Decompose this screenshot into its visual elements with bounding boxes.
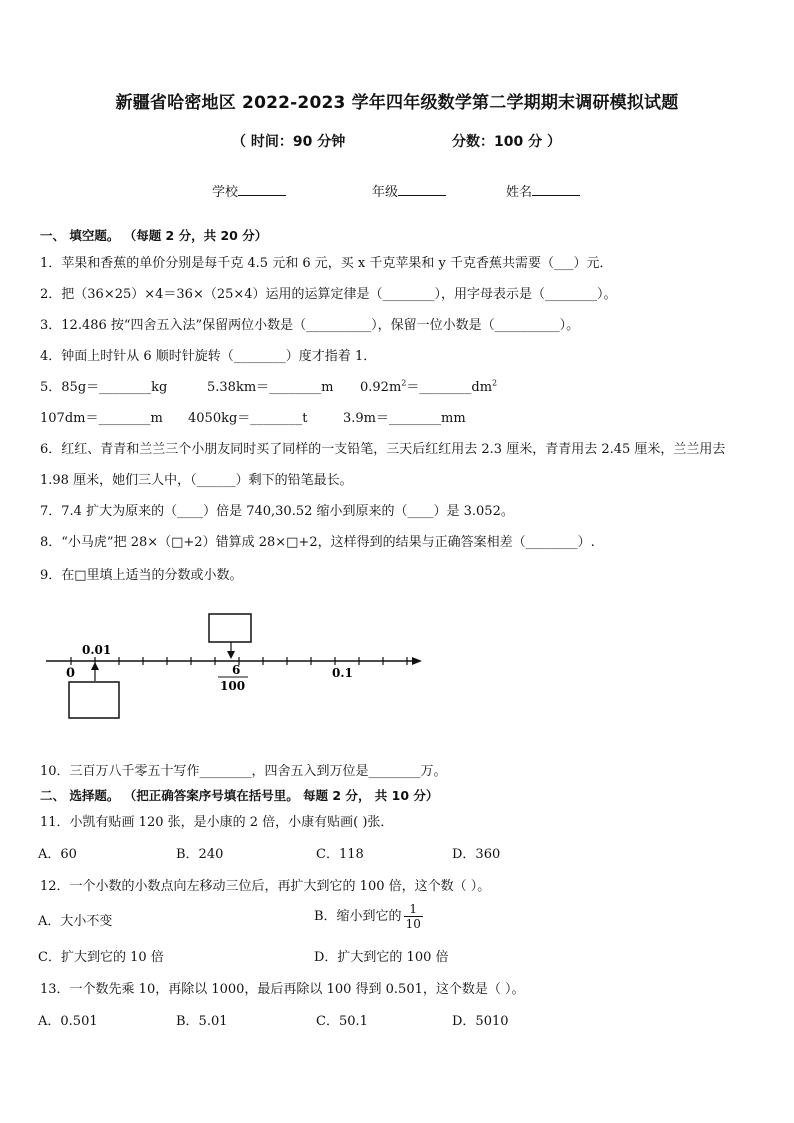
question-6-line2: 1.98 厘米，她们三人中，（______）剩下的铅笔最长。	[40, 473, 353, 488]
question-10: 10．三百万八千零五十写作________，四舍五入到万位是________万。	[40, 764, 447, 779]
label-zero: 0	[66, 666, 76, 681]
label-fraction-denominator: 100	[220, 679, 246, 693]
q11-option-c[interactable]: C．118	[316, 847, 364, 862]
answer-box-bottom[interactable]	[69, 682, 119, 718]
question-5b: 5.38km＝________m	[207, 380, 334, 395]
question-5f: 3.9m＝________mm	[343, 411, 466, 426]
question-8: 8．“小马虎”把 28×（□+2）错算成 28×□+2，这样得到的结果与正确答案相差（________）.	[40, 535, 595, 550]
question-4: 4．钟面上时针从 6 顺时针旋转（________）度才指着 1．	[40, 349, 377, 364]
question-6-line1: 6．红红、青青和兰兰三个小朋友同时买了同样的一支铅笔，三天后红红用去 2.3 厘米，青青用去 2.45 厘米，兰兰用去	[40, 442, 726, 457]
time-label: （ 时间：90 分钟	[232, 134, 346, 150]
question-13: 13．一个数先乘 10，再除以 1000，最后再除以 100 得到 0.501，这个数是（ ）。	[40, 982, 525, 997]
q13-option-a[interactable]: A．0.501	[38, 1014, 98, 1029]
q13-option-b[interactable]: B．5.01	[176, 1014, 228, 1029]
arrow-down-icon	[227, 651, 235, 659]
school-field[interactable]	[212, 181, 286, 200]
question-2: 2．把（36×25）×4＝36×（25×4）运用的运算定律是（________），用字母表示是（________）。	[40, 287, 617, 302]
question-3: 3．12.486 按“四舍五入法”保留两位小数是（__________），保留一位小数是（__________）。	[40, 318, 580, 333]
q13-option-c[interactable]: C．50.1	[316, 1014, 368, 1029]
name-field[interactable]	[506, 181, 580, 200]
question-7: 7．7.4 扩大为原来的（____）倍是 740,30.52 缩小到原来的（____）是 3.052。	[40, 504, 514, 519]
grade-field[interactable]	[372, 181, 446, 200]
q12-option-c[interactable]: C．扩大到它的 10 倍	[38, 950, 164, 965]
number-line-figure	[38, 605, 438, 725]
arrow-up-icon	[91, 662, 99, 670]
section-heading-choice: 二、 选择题。 （把正确答案序号填在括号里。 每题 2 分， 共 10 分）	[40, 788, 439, 803]
q12-option-b[interactable]	[314, 902, 423, 931]
question-5a: 5．85g＝________kg	[40, 380, 168, 395]
label-fraction-numerator: 6	[232, 663, 241, 677]
question-5d: 107dm＝________m	[40, 411, 163, 426]
q11-option-b[interactable]: B．240	[176, 847, 224, 862]
question-1: 1．苹果和香蕉的单价分别是每千克 4.5 元和 6 元，买 x 千克苹果和 y 千克香蕉共需要（___）元．	[40, 256, 613, 271]
q11-option-d[interactable]: D．360	[452, 847, 501, 862]
question-5c: $0.92m^2=\_\_\_\_\_\_\_\_dm^2$	[360, 378, 498, 395]
label-0-01: 0.01	[82, 643, 112, 657]
score-label: 分数：100 分 ）	[452, 134, 561, 150]
q12-option-a[interactable]: A．大小不变	[38, 914, 113, 929]
school-label: 学校	[212, 185, 239, 200]
question-11: 11．小凯有贴画 120 张，是小康的 2 倍，小康有贴画( )张．	[40, 815, 394, 830]
q13-option-d[interactable]: D．5010	[452, 1014, 509, 1029]
question-9: 9．在□里填上适当的分数或小数。	[40, 568, 243, 583]
answer-box-top[interactable]	[209, 614, 251, 642]
grade-label: 年级	[372, 185, 399, 200]
question-12: 12．一个小数的小数点向左移动三位后，再扩大到它的 100 倍，这个数（ ）。	[40, 879, 491, 894]
q11-option-a[interactable]: A．60	[38, 847, 77, 862]
arrow-head-icon	[412, 657, 422, 665]
question-5e: 4050kg＝________t	[188, 411, 308, 426]
fraction-one-tenth: $\frac{1}{10}$	[405, 902, 421, 931]
q12-option-b-label: B．缩小到它的	[314, 909, 402, 924]
q12-option-d[interactable]: D．扩大到它的 100 倍	[314, 950, 449, 965]
page-title: 新疆省哈密地区 2022-2023 学年四年级数学第二学期期末调研模拟试题	[115, 93, 679, 113]
label-0-1: 0.1	[332, 666, 353, 680]
section-heading-fill-in: 一、 填空题。 （每题 2 分，共 20 分）	[40, 228, 268, 243]
name-label: 姓名	[506, 185, 533, 200]
